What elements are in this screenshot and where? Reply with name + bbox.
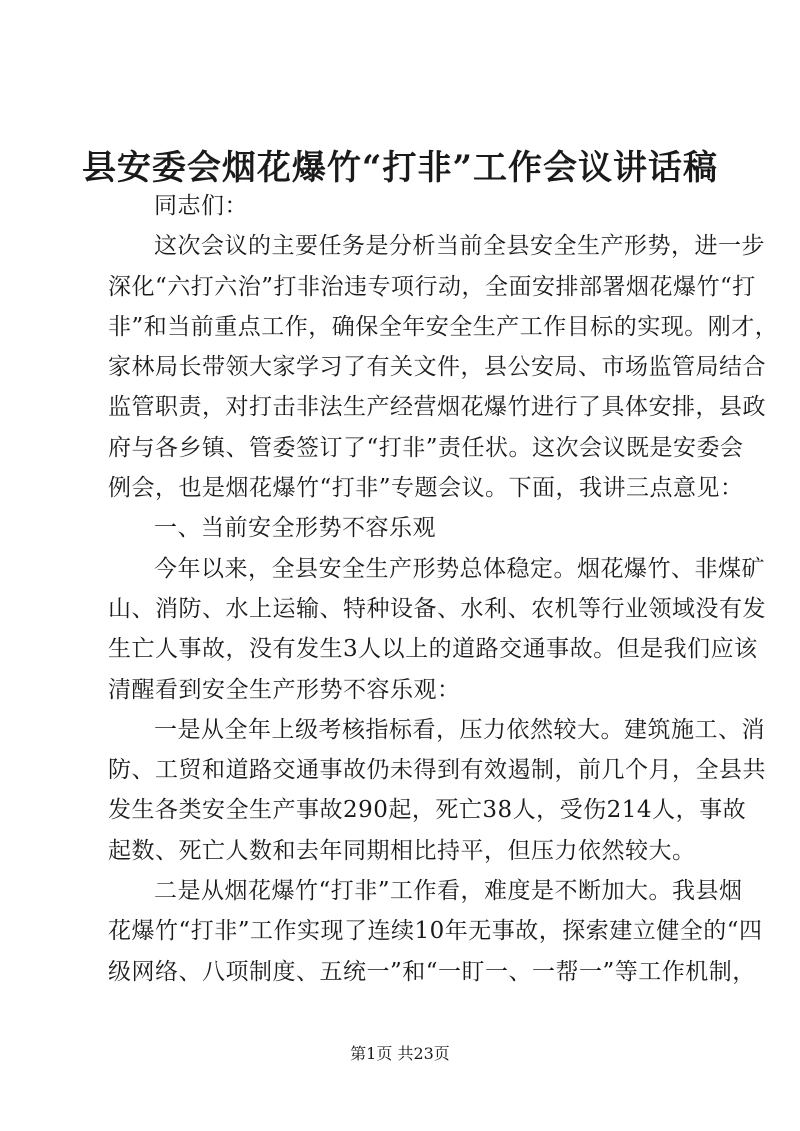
document-body [108,186,779,992]
page-number-footer: 第1页 共23页 [350,1044,450,1063]
paragraph-line: 起数、死亡人数和去年同期相比持平，但压力依然较大。 [108,837,696,864]
paragraph-line: 这次会议的主要任务是分析当前全县安全生产形势，进一步 [154,233,765,260]
paragraph-line: 非”和当前重点工作，确保全年安全生产工作目标的实现。刚才， [108,313,779,340]
paragraph-line: 防、工贸和道路交通事故仍未得到有效遏制，前几个月，全县共 [108,757,766,784]
paragraph-line: 深化“六打六治”打非治违专项行动，全面安排部署烟花爆竹“打 [108,273,756,300]
document-title: 县安委会烟花爆竹“打非”工作会议讲话稿 [81,148,719,188]
paragraph-line: 二是从烟花爆竹“打非”工作看，难度是不断加大。我县烟 [154,878,743,905]
paragraph-line: 监管职责，对打击非法生产经营烟花爆竹进行了具体安排，县政 [108,394,766,421]
section-heading: 一、当前安全形势不容乐观 [154,515,436,542]
salutation: 同志们： [154,193,248,219]
paragraph-line: 花爆竹“打非”工作实现了连续10年无事故，探索建立健全的“四 [108,918,763,945]
paragraph-line: 例会，也是烟花爆竹“打非”专题会议。下面，我讲三点意见： [108,475,744,502]
paragraph-line: 今年以来，全县安全生产形势总体稳定。烟花爆竹、非煤矿 [154,555,765,582]
paragraph-line: 级网络、八项制度、五统一”和“一盯一、一帮一”等工作机制， [108,958,756,985]
paragraph-line: 家林局长带领大家学习了有关文件，县公安局、市场监管局结合 [108,354,766,381]
paragraph-line: 一是从全年上级考核指标看，压力依然较大。建筑施工、消 [154,716,765,743]
paragraph-line: 清醒看到安全生产形势不容乐观： [108,676,461,703]
paragraph-line: 山、消防、水上运输、特种设备、水利、农机等行业领域没有发 [108,595,766,622]
paragraph-line: 发生各类安全生产事故290起，死亡38人，受伤214人，事故 [108,797,747,824]
paragraph-line: 府与各乡镇、管委签订了“打非”责任状。这次会议既是安委会 [108,434,744,461]
paragraph-line: 生亡人事故，没有发生3人以上的道路交通事故。但是我们应该 [108,636,758,663]
